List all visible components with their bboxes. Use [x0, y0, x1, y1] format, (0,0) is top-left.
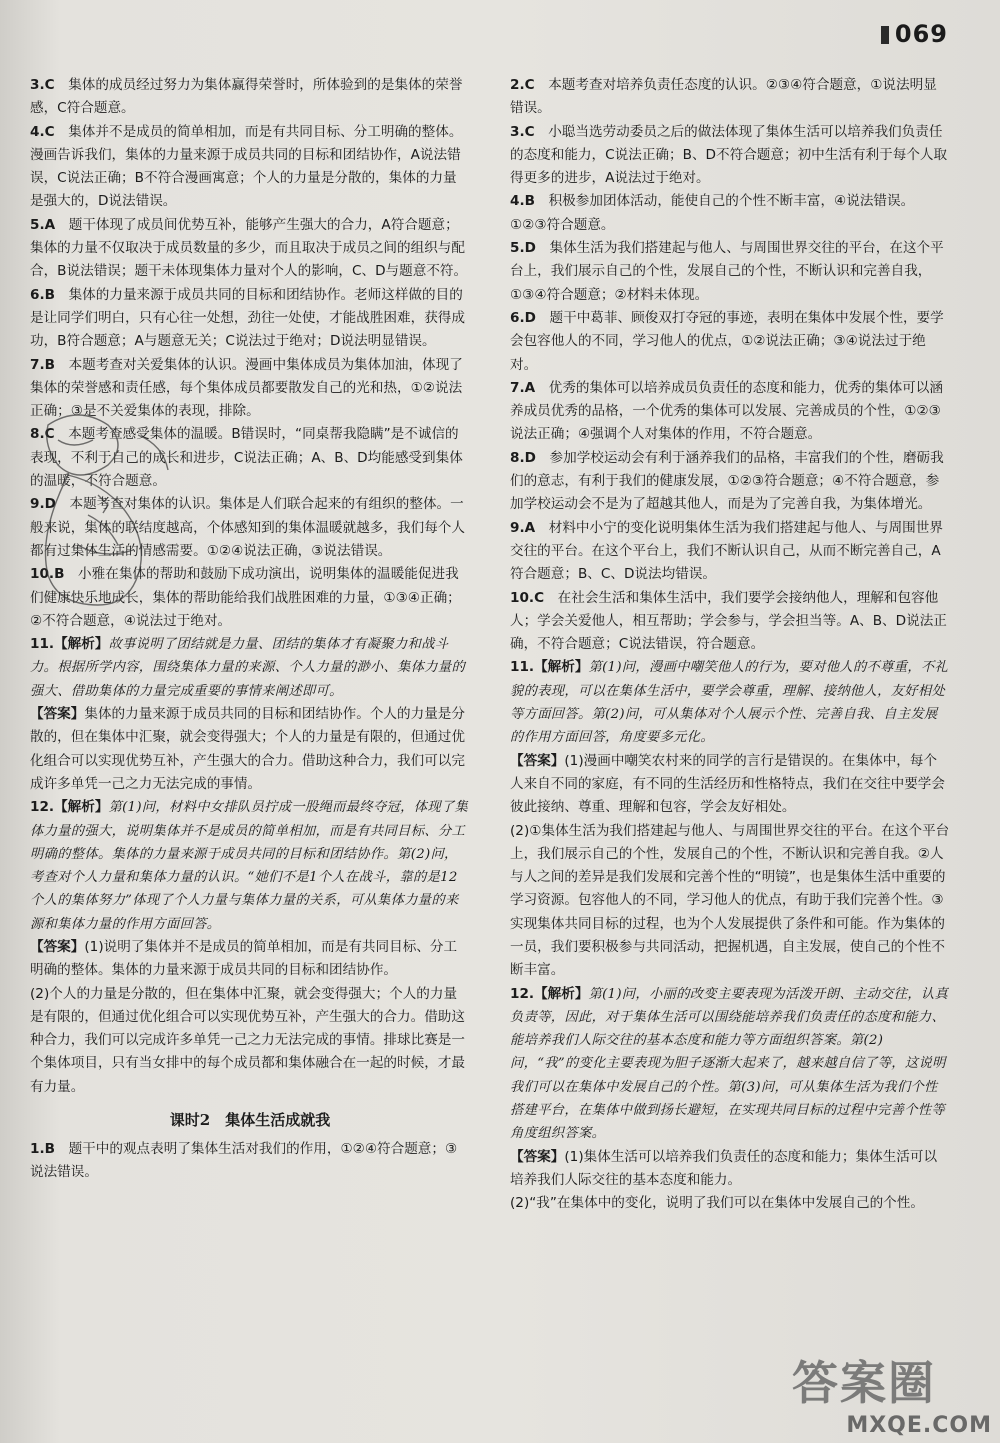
item-text: 题干中葛菲、顾俊双打夺冠的事迹，表明在集体中发展个性，要学会包容他人的不同，学习他人的优点，①②说法正确；③④说法过于绝对。	[510, 309, 944, 373]
answer-item	[30, 284, 470, 354]
section-title: 课时2 集体生活成就我	[169, 1111, 331, 1130]
analysis-tag: 【解析】	[534, 985, 589, 1002]
item-number: 5.A	[30, 216, 56, 233]
item-number: 11.	[30, 636, 55, 653]
item-text: 集体并不是成员的简单相加，而是有共同目标、分工明确的整体。漫画告诉我们，集体的力量来源于成员共同的目标和团结协作，A说法错误，C说法正确；B不符合漫画寓意；个人的力量是分散的，集体的力量是强大的，D说法错误。	[30, 123, 463, 210]
analysis-text: 第(1)问，小丽的改变主要表现为活泼开朗、主动交往，认真负责等，因此，对于集体生活可以围绕能培养我们负责任的态度和能力、能培养我们人际交往的基本态度和能力等方面组织答案。第(2)问，“我”的变化主要表现为胆子逐渐大起来了，越来越自信了等，这说明我们可以在集体中发展自己的个性。第(3)问，可从集体生活为我们个性搭建平台，在集体中做到扬长避短，在实现共同目标的过程中完善个性等角度组织答案。	[510, 986, 949, 1142]
page-number-marker	[881, 26, 889, 44]
answer-item-11	[510, 656, 950, 982]
answer-item-11	[30, 633, 470, 796]
left-column	[30, 74, 470, 1185]
analysis-tag: 【解析】	[54, 799, 109, 816]
item-number: 7.A	[510, 379, 536, 396]
item-text: 本题考查对培养负责任态度的认识。②③④符合题意，①说法明显错误。	[510, 77, 937, 117]
answer-item	[30, 423, 470, 493]
answer-text: (1)说明了集体并不是成员的简单相加，而是有共同目标、分工明确的整体。集体的力量来源于成员共同的目标和团结协作。	[30, 938, 458, 979]
watermark-logo-text: 答案圈	[792, 1356, 936, 1410]
item-text: 集体的成员经过努力为集体赢得荣誉时，所体验到的是集体的荣誉感，C符合题意。	[30, 77, 463, 117]
item-number: 4.B	[510, 193, 535, 210]
answer-tag: 【答案】	[510, 1148, 565, 1165]
item-number: 12.	[30, 799, 55, 816]
item-number: 3.C	[510, 123, 535, 140]
item-number: 8.D	[510, 449, 536, 466]
item-text: 小雅在集体的帮助和鼓励下成功演出，说明集体的温暖能促进我们健康快乐地成长，集体的帮助能给我们战胜困难的力量，①③④正确；②不符合题意，④说法过于绝对。	[30, 566, 461, 629]
item-text: 集体的力量来源于成员共同的目标和团结协作。老师这样做的目的是让同学们明白，只有心往一处想，劲往一处使，才能战胜困难，获得成功，B符合题意；A与题意无关；C说法过于绝对；D说法明显错误。	[30, 286, 465, 350]
item-number: 6.D	[510, 309, 536, 326]
analysis-tag: 【解析】	[534, 659, 589, 676]
item-number: 9.A	[510, 519, 536, 536]
answer-text: (1)集体生活可以培养我们负责任的态度和能力；集体生活可以培养我们人际交往的基本态度和能力。	[510, 1148, 938, 1188]
watermark	[792, 1347, 992, 1437]
answer-item	[30, 493, 470, 563]
page-number	[881, 20, 948, 48]
answer-item	[30, 74, 470, 121]
answer-item	[510, 307, 950, 377]
item-text: 本题考查对集体的认识。集体是人们联合起来的有组织的整体。一般来说，集体的联结度越高，个体感知到的集体温暖就越多，我们每个人都有过集体生活的情感需要。①②④说法正确，③说法错误。	[30, 496, 465, 559]
answer-text: 集体的力量来源于成员共同的目标和团结协作。个人的力量是分散的，但在集体中汇聚，就会变得强大；个人的力量是有限的，但通过优化组合可以实现优势互补，产生强大的合力。借助这种合力，我们可以完成许多单凭一己之力无法完成的事情。	[30, 706, 465, 792]
answer-text: (2)①集体生活为我们搭建起与他人、与周围世界交往的平台。在这个平台上，我们展示自己的个性，发展自己的个性，不断认识和完善自我。②人与人之间的差异是我们发展和完善个性的“明镜”，也是集体生活中重要的学习资源。包容他人的不同，学习他人的优点，有助于我们完善个性。③实现集体共同目标的过程，也为个人发展提供了条件和可能。作为集体的一员，我们要积极参与共同活动，把握机遇，自主发展，使自己的个性不断丰富。	[510, 822, 950, 979]
item-number: 10.B	[30, 566, 65, 583]
right-column	[510, 74, 950, 1216]
item-number: 5.D	[510, 240, 536, 257]
answer-item	[30, 121, 470, 214]
answer-item	[510, 237, 950, 307]
item-number: 9.D	[30, 496, 56, 513]
item-number: 3.C	[30, 77, 55, 93]
answer-item-12	[510, 983, 950, 1216]
item-text: 在社会生活和集体生活中，我们要学会接纳他人，理解和包容他人；学会关爱他人，相互帮助；学会参与，学会担当等。A、B、D说法正确，不符合题意；C说法错误，符合题意。	[510, 589, 947, 653]
item-number: 11.	[510, 659, 535, 676]
item-text: 参加学校运动会有利于涵养我们的品格，丰富我们的个性，磨砺我们的意志，有利于我们的健康发展，①②③符合题意；④不符合题意，参加学校运动会不是为了超越其他人，而是为了完善自我，为集体增光。	[510, 449, 944, 513]
answer-item	[510, 121, 950, 191]
answer-text: (1)漫画中嘲笑农村来的同学的言行是错误的。在集体中，每个人来自不同的家庭，有不同的生活经历和性格特点，我们在交往中要学会彼此接纳、尊重、理解和包容，学会友好相处。	[510, 752, 945, 816]
item-text: 本题考查感受集体的温暖。B错误时，“同桌帮我隐瞒”是不诚信的表现，不利于自己的成长和进步，C说法正确；A、B、D均能感受到集体的温暖，不符合题意。	[30, 426, 463, 490]
item-text: 集体生活为我们搭建起与他人、与周围世界交往的平台，在这个平台上，我们展示自己的个性，发展自己的个性，不断认识和完善自我，①③④符合题意；②材料未体现。	[510, 240, 944, 303]
answer-item	[510, 377, 950, 447]
item-number: 4.C	[30, 123, 55, 140]
item-number: 6.B	[30, 286, 55, 303]
item-number: 10.C	[510, 589, 545, 606]
answer-item	[510, 447, 950, 517]
answer-item	[510, 517, 950, 587]
item-text: 小聪当选劳动委员之后的做法体现了集体生活可以培养我们负责任的态度和能力，C说法正确；B、D不符合题意；初中生活有利于每个人取得更多的进步，A说法过于绝对。	[510, 123, 948, 187]
item-text: 题干体现了成员间优势互补，能够产生强大的合力，A符合题意；集体的力量不仅取决于成员数量的多少，而且取决于成员之间的组织与配合，B说法错误；题干未体现集体力量对个人的影响，C、D与题意不符。	[30, 216, 468, 280]
answer-tag: 【答案】	[30, 706, 85, 723]
answer-item-12	[30, 796, 470, 1099]
answer-item	[30, 1138, 470, 1185]
item-number: 12.	[510, 985, 535, 1002]
item-text: 积极参加团体活动，能使自己的个性不断丰富，④说法错误。①②③符合题意。	[510, 193, 915, 233]
answer-text: (2)个人的力量是分散的，但在集体中汇聚，就会变得强大；个人的力量是有限的，但通过优化组合可以实现优势互补，产生强大的合力。借助这种合力，我们可以完成许多单凭一己之力无法完成的事情。排球比赛是一个集体项目，只有当女排中的每个成员都和集体融合在一起的时候，才最有力量。	[30, 985, 465, 1095]
answer-item	[510, 190, 950, 237]
item-number: 8.C	[30, 426, 55, 443]
item-text: 题干中的观点表明了集体生活对我们的作用，①②④符合题意；③说法错误。	[30, 1141, 458, 1181]
answer-item	[30, 563, 470, 633]
analysis-tag: 【解析】	[54, 636, 109, 653]
answer-item	[30, 354, 470, 424]
item-text: 本题考查对关爱集体的认识。漫画中集体成员为集体加油，体现了集体的荣誉感和责任感，每个集体成员都要散发自己的光和热，①②说法正确；③是不关爱集体的表现，排除。	[30, 356, 463, 420]
answer-item	[510, 587, 950, 657]
analysis-text: 第(1)问，漫画中嘲笑他人的行为，要对他人的不尊重，不礼貌的表现，可以在集体生活中，要学会尊重，理解、接纳他人，友好相处等方面回答。第(2)问，可从集体对个人展示个性、完善自我、自主发展的作用方面回答，角度要多元化。	[510, 660, 949, 746]
answer-text: (2)“我”在集体中的变化，说明了我们可以在集体中发展自己的个性。	[510, 1195, 924, 1212]
item-number: 7.B	[30, 356, 55, 373]
item-number: 1.B	[30, 1141, 55, 1158]
analysis-text: 第(1)问，材料中女排队员拧成一股绳而最终夺冠，体现了集体力量的强大，说明集体并不是成员的简单相加，而是有共同目标、分工明确的整体。集体的力量来源于成员共同的目标和团结协作。第(2)问，考查对个人力量和集体力量的认识。“她们不是1个人在战斗，靠的是12个人的集体努力”体现了个人力量与集体力量的关系，可从集体力量的来源和集体力量的作用方面回答。	[30, 800, 469, 932]
watermark-url: MXQE.COM	[846, 1413, 992, 1438]
answer-tag: 【答案】	[510, 752, 565, 769]
item-number: 2.C	[510, 77, 535, 93]
analysis-text: 故事说明了团结就是力量、团结的集体才有凝聚力和战斗力。根据所学内容，围绕集体力量的来源、个人力量的渺小、集体力量的强大、借助集体的力量完成重要的事情来阐述即可。	[30, 637, 466, 699]
page-number-text: 069	[894, 20, 948, 48]
answer-item	[510, 74, 950, 121]
item-text: 材料中小宁的变化说明集体生活为我们搭建起与他人、与周围世界交往的平台。在这个平台上，我们不断认识自己，从而不断完善自己，A符合题意；B、C、D说法均错误。	[510, 519, 943, 583]
answer-tag: 【答案】	[30, 938, 85, 955]
answer-item	[30, 214, 470, 284]
item-text: 优秀的集体可以培养成员负责任的态度和能力，优秀的集体可以涵养成员优秀的品格，一个优秀的集体可以发展、完善成员的个性，①②③说法正确；④强调个人对集体的作用，不符合题意。	[510, 379, 943, 443]
